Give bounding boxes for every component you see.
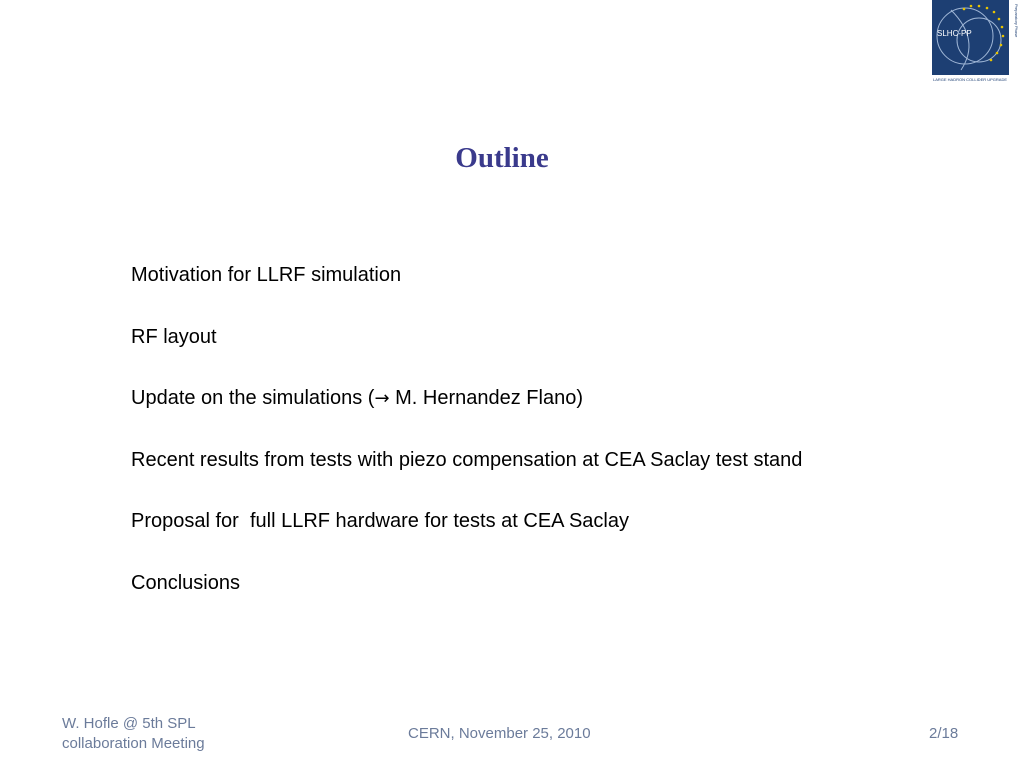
footer-page-number: 2/18: [929, 725, 959, 742]
logo-text: SLHC-PP: [937, 29, 972, 38]
outline-item: [131, 506, 802, 568]
slide-title: Outline: [455, 142, 549, 174]
outline-item: [131, 568, 802, 630]
outline-item-text: Motivation for LLRF simulation: [131, 264, 402, 286]
outline-list: [131, 260, 802, 629]
outline-item: [131, 322, 802, 384]
footer-author-line2: collaboration Meeting: [62, 735, 205, 752]
outline-item: [131, 445, 802, 507]
slhc-pp-logo: [931, 0, 1019, 84]
outline-item-text: Conclusions: [131, 571, 240, 594]
logo-side-text: Preparatory Phase: [1014, 4, 1019, 38]
outline-item-text-after: M. Hernandez Flano): [389, 387, 583, 409]
footer-author: [62, 714, 262, 754]
outline-item: [131, 260, 802, 322]
outline-item: [131, 383, 802, 445]
logo-subtext: LARGE HADRON COLLIDER UPGRADE: [933, 77, 1008, 82]
right-arrow-icon: →: [374, 388, 390, 409]
outline-item-text: Recent results from tests with piezo compensation at CEA Saclay test stand: [131, 448, 803, 471]
outline-item-text-before: Update on the simulations (: [131, 387, 375, 409]
footer-author-line1: W. Hofle @ 5th SPL: [62, 715, 196, 732]
outline-item-text: RF layout: [131, 325, 217, 348]
footer-venue-date: CERN, November 25, 2010: [408, 725, 591, 742]
outline-item-text: Proposal for full LLRF hardware for tests at CEA Saclay: [131, 510, 629, 532]
